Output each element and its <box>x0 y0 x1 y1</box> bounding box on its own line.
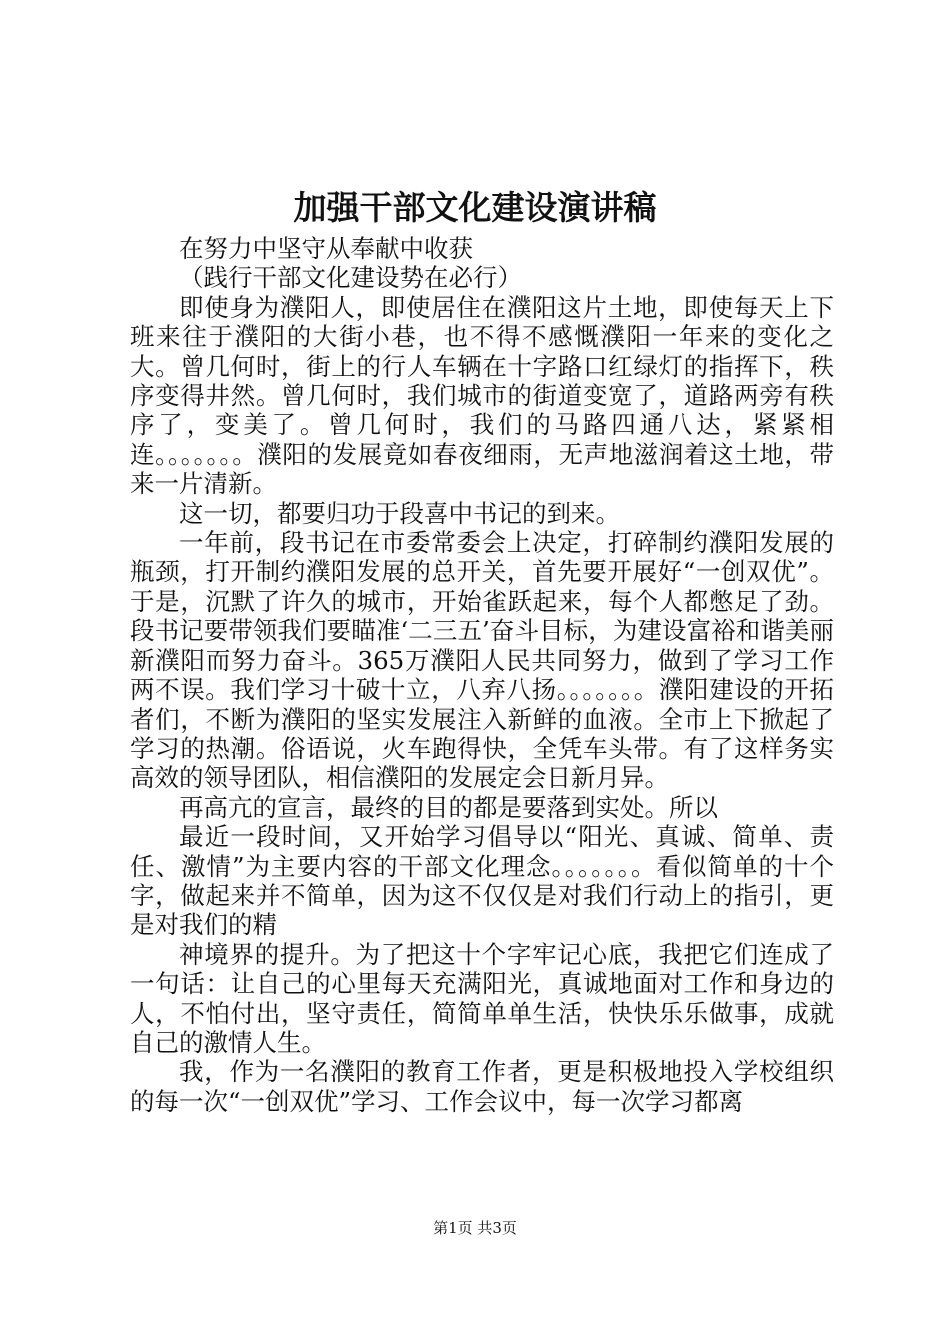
document-body <box>130 234 834 1116</box>
body-paragraph: 神境界的提升。为了把这十个字牢记心底，我把它们连成了一句话：让自己的心里每天充满阳光，真诚地面对工作和身边的人，不怕付出，坚守责任，简简单单生活，快快乐乐做事，成就自己的激情人生。 <box>130 939 834 1057</box>
subtitle-paragraph: 在努力中坚守从奉献中收获 <box>179 234 473 263</box>
body-paragraph: 最近一段时间，又开始学习倡导以“阳光、真诚、简单、责任、激情”为主要内容的干部文化理念。。。。。。。看似简单的十个字，做起来并不简单，因为这不仅仅是对我们行动上的指引，更是对我们的精 <box>130 822 834 940</box>
body-paragraph: 即使身为濮阳人，即使居住在濮阳这片土地，即使每天上下班来往于濮阳的大街小巷，也不得不感慨濮阳一年来的变化之大。曾几何时，街上的行人车辆在十字路口红绿灯的指挥下，秩序变得井然。曾几何时，我们城市的街道变宽了，道路两旁有秩序了，变美了。曾几何时，我们的马路四通八达，紧紧相连。。。。。。。濮阳的发展竟如春夜细雨，无声地滋润着这土地，带来一片清新。 <box>130 292 834 499</box>
body-paragraph: 一年前，段书记在市委常委会上决定，打碎制约濮阳发展的瓶颈，打开制约濮阳发展的总开关，首先要开展好“一创双优”。于是，沉默了许久的城市，开始雀跃起来，每个人都憋足了劲。段书记要带领我们要瞄准‘二三五’奋斗目标，为建设富裕和谐美丽新濮阳而努力奋斗。365万濮阳人民共同努力，做到了学习工作两不误。我们学习十破十立，八弃八扬。。。。。。。濮阳建设的开拓者们，不断为濮阳的坚实发展注入新鲜的血液。全市上下掀起了学习的热潮。俗语说，火车跑得快，全凭车头带。有了这样务实高效的领导团队，相信濮阳的发展定会日新月异。 <box>130 528 834 793</box>
page-number-footer: 第1页 共3页 <box>433 1219 517 1237</box>
document-title: 加强干部文化建设演讲稿 <box>293 188 657 227</box>
body-paragraph: 我，作为一名濮阳的教育工作者，更是积极地投入学校组织的每一次“一创双优”学习、工作会议中，每一次学习都离 <box>130 1057 834 1116</box>
subtitle-paren-paragraph: （践行干部文化建设势在必行） <box>179 263 522 293</box>
body-paragraph: 再高亢的宣言，最终的目的都是要落到实处。所以 <box>179 792 718 822</box>
body-paragraph: 这一切，都要归功于段喜中书记的到来。 <box>179 498 620 528</box>
